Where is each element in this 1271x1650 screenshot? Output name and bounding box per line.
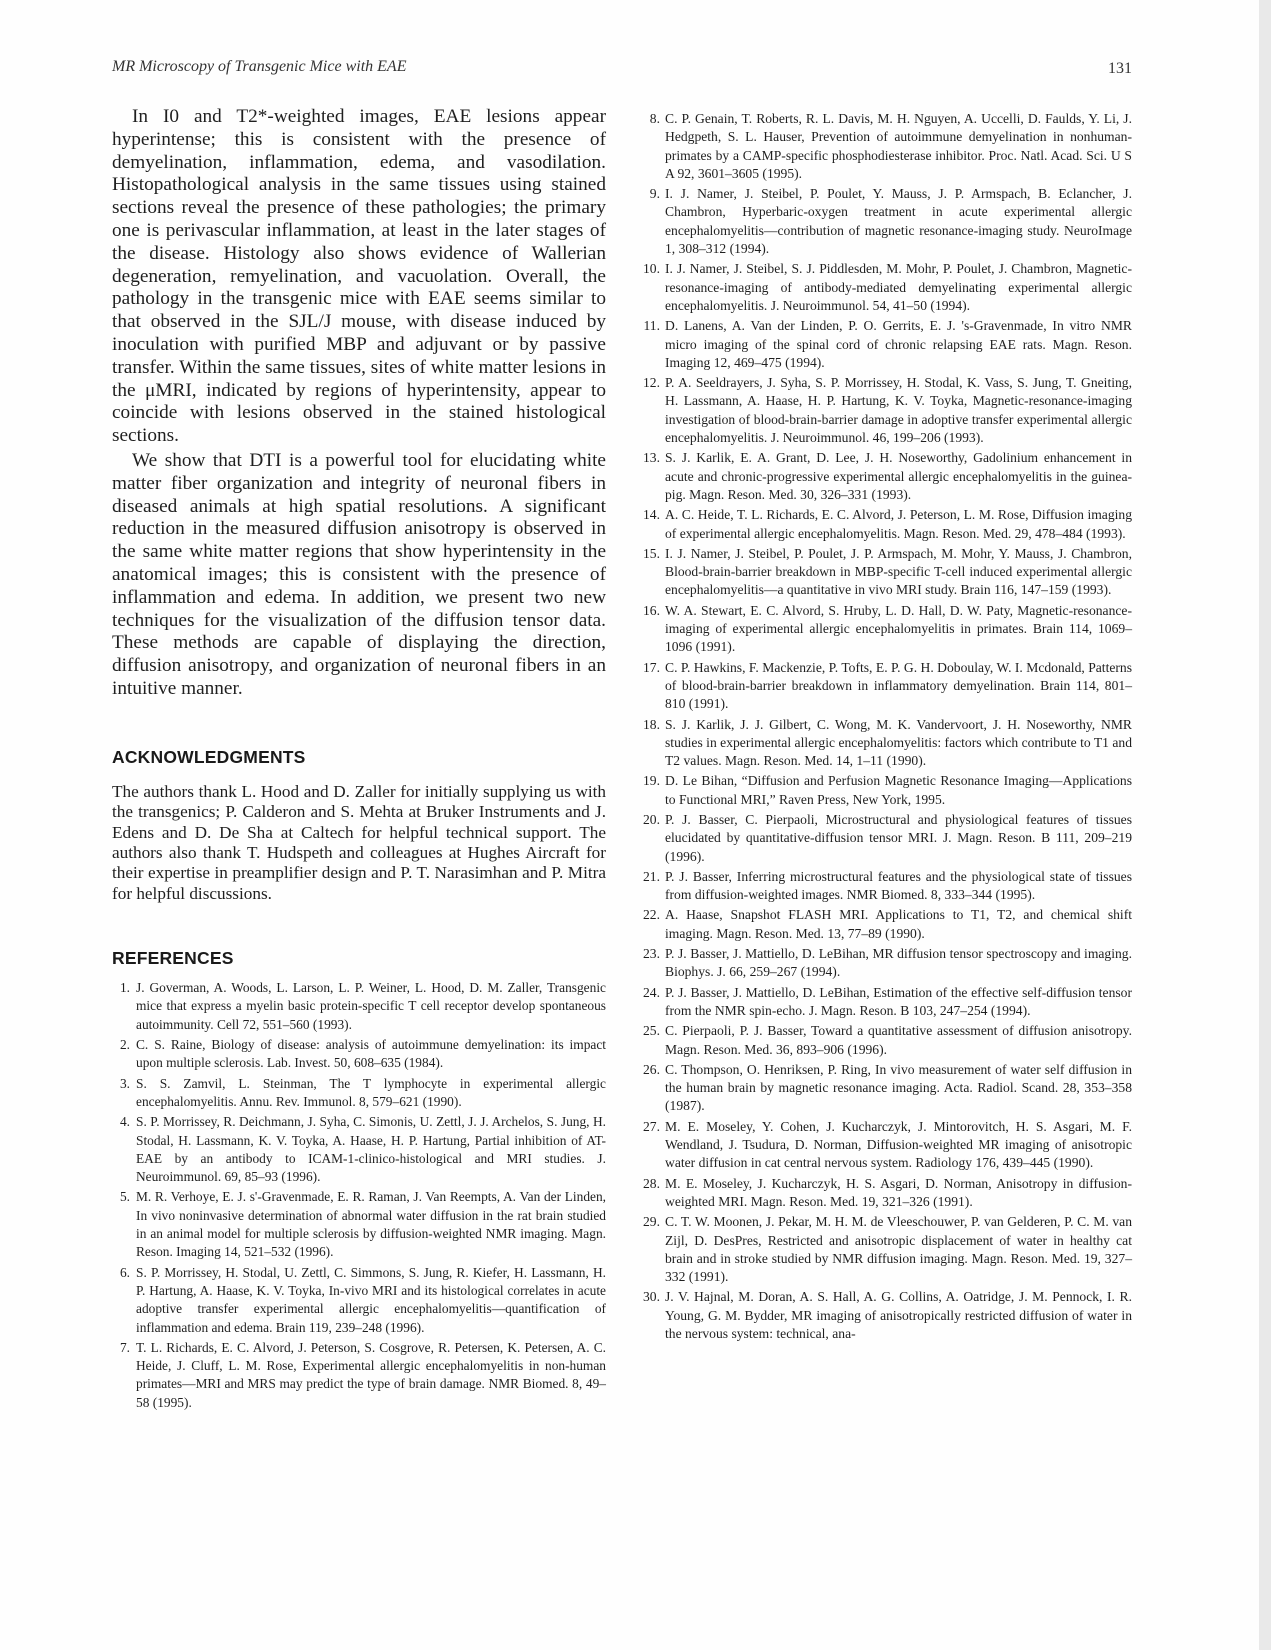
reference-list-right: [638, 110, 1132, 1343]
reference-number: 10.: [643, 261, 660, 277]
reference-text: P. J. Basser, J. Mattiello, D. LeBihan, MR diffusion tensor spectroscopy and imaging. Biophys. J. 66, 259–267 (1994).: [665, 946, 1132, 980]
body-paragraph-1: [112, 106, 606, 448]
reference-number: 18.: [643, 716, 660, 732]
running-title: MR Microscopy of Transgenic Mice with EAE: [112, 58, 407, 75]
reference-item: [112, 1113, 606, 1186]
reference-item: [112, 979, 606, 1034]
reference-text: C. P. Genain, T. Roberts, R. L. Davis, M. H. Nguyen, A. Uccelli, D. Faulds, Y. Li, J. Hedgpeth, S. L. Hauser, Prevention of autoimmune demyelination in nonhuman-primates by a CAMP-specific phosphodiesterase inhibitor. Proc. Natl. Acad. Sci. U S A 92, 3601–3605 (1995).: [665, 111, 1132, 181]
reference-number: 26.: [643, 1061, 660, 1077]
reference-item: [638, 185, 1132, 258]
running-header: [112, 58, 1132, 88]
reference-item: [638, 1213, 1132, 1286]
reference-number: 29.: [643, 1214, 660, 1230]
reference-text: M. E. Moseley, Y. Cohen, J. Kucharczyk, J. Mintorovitch, H. S. Asgari, M. F. Wendland, J. Tsudura, D. Norman, Diffusion-weighted MR imaging of anisotropic water diffusion in cat central nervous system. Radiology 176, 439–445 (1990).: [665, 1118, 1132, 1171]
reference-text: C. Pierpaoli, P. J. Basser, Toward a quantitative assessment of diffusion anisotropy. Magn. Reson. Med. 36, 893–906 (1996).: [665, 1023, 1132, 1057]
body-paragraph-2: [112, 450, 606, 701]
reference-number: 19.: [643, 773, 660, 789]
reference-number: 13.: [643, 450, 660, 466]
reference-number: 30.: [643, 1289, 660, 1305]
reference-number: 12.: [643, 375, 660, 391]
reference-text: A. Haase, Snapshot FLASH MRI. Applications to T1, T2, and chemical shift imaging. Magn. Reson. Med. 13, 77–89 (1990).: [665, 907, 1132, 941]
reference-item: [638, 659, 1132, 714]
reference-text: C. S. Raine, Biology of disease: analysis of autoimmune demyelination: its impact upon multiple sclerosis. Lab. Invest. 50, 608–635 (1984).: [136, 1037, 606, 1071]
reference-text: S. J. Karlik, E. A. Grant, D. Lee, J. H. Noseworthy, Gadolinium enhancement in acute and chronic-progressive experimental allergic encephalomyelitis in the guinea-pig. Magn. Reson. Med. 30, 326–331 (1993).: [665, 450, 1132, 502]
reference-item: [638, 602, 1132, 657]
reference-text: S. P. Morrissey, H. Stodal, U. Zettl, C. Simmons, S. Jung, R. Kiefer, H. Lassmann, H. P. Hartung, A. Haase, K. V. Toyka, In-vivo MRI and its histological correlates in acute adoptive transfer experimental allergic encephalomyelitis—quantification of inflammation and edema. Brain 119, 239–248 (1996).: [136, 1264, 606, 1335]
reference-item: [638, 506, 1132, 543]
reference-text: C. T. W. Moonen, J. Pekar, M. H. M. de Vleeschouwer, P. van Gelderen, P. C. M. van Zijl, D. DesPres, Restricted and anisotropic displacement of water in healthy cat brain and in stroke studied by NMR diffusion imaging. Magn. Reson. Med. 19, 327–332 (1991).: [665, 1214, 1132, 1285]
reference-number: 4.: [119, 1114, 130, 1130]
reference-text: M. E. Moseley, J. Kucharczyk, H. S. Asgari, D. Norman, Anisotropy in diffusion-weighted MRI. Magn. Reson. Med. 19, 321–326 (1991).: [665, 1175, 1132, 1209]
reference-number: 24.: [643, 984, 660, 1000]
reference-item: [112, 1339, 606, 1412]
reference-number: 5.: [119, 1189, 130, 1205]
reference-item: [638, 716, 1132, 771]
reference-number: 21.: [643, 868, 660, 884]
reference-text: S. S. Zamvil, L. Steinman, The T lymphocyte in experimental allergic encephalomyelitis. Annu. Rev. Immunol. 8, 579–621 (1990).: [136, 1075, 606, 1109]
reference-text: I. J. Namer, J. Steibel, P. Poulet, Y. Mauss, J. P. Armspach, B. Eclancher, J. Chambron, Hyperbaric-oxygen treatment in acute experimental allergic encephalomyelitis—contribution of magnetic resonance-imaging study. NeuroImage 1, 308–312 (1994).: [665, 186, 1132, 257]
reference-number: 11.: [643, 318, 660, 334]
reference-text: W. A. Stewart, E. C. Alvord, S. Hruby, L. D. Hall, D. W. Paty, Magnetic-resonance-imaging of experimental allergic encephalomyelitis in primates. Brain 114, 1069–1096 (1991).: [665, 602, 1132, 655]
reference-number: 14.: [643, 507, 660, 523]
reference-item: [638, 545, 1132, 600]
acknowledgments-text: The authors thank L. Hood and D. Zaller for initially supplying us with the transgenics; P. Calderon and S. Mehta at Bruker Instruments and J. Edens and D. De Sha at Caltech for helpful technical support. The authors also thank T. Hudspeth and colleagues at Hughes Aircraft for their expertise in preamplifier design and P. T. Narasimhan and P. Mitra for helpful discussions.: [112, 781, 606, 903]
reference-item: [638, 449, 1132, 504]
body-paragraph-2-text: We show that DTI is a powerful tool for elucidating white matter fiber organization and integrity of neuronal fibers in diseased animals at high spatial resolutions. A significant reduction in the measured diffusion anisotropy is observed in the same white matter regions that show hyperintensity in the anatomical images; this is consistent with the presence of inflammation and edema. In addition, we present two new techniques for the visualization of the diffusion tensor data. These methods are capable of displaying the direction, diffusion anisotropy, and organization of neuronal fibers in an intuitive manner.: [112, 449, 606, 699]
reference-text: J. V. Hajnal, M. Doran, A. S. Hall, A. G. Collins, A. Oatridge, J. M. Pennock, I. R. Young, G. M. Bydder, MR imaging of anisotropically restricted diffusion of water in the nervous system: technical, ana-: [665, 1289, 1132, 1341]
reference-item: [112, 1264, 606, 1337]
reference-number: 6.: [119, 1264, 130, 1280]
reference-text: P. J. Basser, Inferring microstructural features and the physiological state of tissues from diffusion-weighted images. NMR Biomed. 8, 333–344 (1995).: [665, 868, 1132, 903]
reference-item: [638, 945, 1132, 982]
reference-number: 9.: [649, 186, 660, 202]
reference-item: [638, 317, 1132, 372]
scan-edge: [1259, 0, 1271, 1650]
reference-number: 15.: [643, 545, 660, 561]
reference-text: P. J. Basser, J. Mattiello, D. LeBihan, Estimation of the effective self-diffusion tensor from the NMR spin-echo. J. Magn. Reson. B 103, 247–254 (1994).: [665, 984, 1132, 1018]
reference-text: J. Goverman, A. Woods, L. Larson, L. P. Weiner, L. Hood, D. M. Zaller, Transgenic mice that express a myelin basic protein-specific T cell receptor develop spontaneous autoimmunity. Cell 72, 551–560 (1993).: [136, 980, 606, 1032]
reference-text: T. L. Richards, E. C. Alvord, J. Peterson, S. Cosgrove, R. Petersen, K. Petersen, A. C. Heide, J. Cluff, L. M. Rose, Experimental allergic encephalomyelitis in non-human primates—MRI and MRS may predict the type of brain damage. NMR Biomed. 8, 49–58 (1995).: [136, 1339, 606, 1410]
reference-item: [638, 374, 1132, 447]
acknowledgments-heading: ACKNOWLEDGMENTS: [112, 746, 306, 767]
reference-number: 16.: [643, 602, 660, 618]
reference-text: C. P. Hawkins, F. Mackenzie, P. Tofts, E. P. G. H. Doboulay, W. I. Mcdonald, Patterns of blood-brain-barrier breakdown in inflammatory demyelination. Brain 114, 801–810 (1991).: [665, 659, 1132, 712]
reference-item: [638, 1175, 1132, 1212]
reference-item: [638, 868, 1132, 905]
references-heading: REFERENCES: [112, 948, 234, 969]
reference-item: [638, 906, 1132, 943]
reference-text: S. P. Morrissey, R. Deichmann, J. Syha, C. Simonis, U. Zettl, J. J. Archelos, S. Jung, H. Stodal, H. Lassmann, K. V. Toyka, A. Haase, H. P. Hartung, Partial inhibition of AT-EAE by an antibody to ICAM-1-clinico-histological and MRI studies. J. Neuroimmunol. 69, 85–93 (1996).: [136, 1114, 606, 1185]
reference-item: [638, 984, 1132, 1021]
reference-number: 23.: [643, 946, 660, 962]
reference-number: 20.: [643, 811, 660, 827]
reference-number: 3.: [119, 1075, 130, 1091]
reference-text: D. Le Bihan, “Diffusion and Perfusion Magnetic Resonance Imaging—Applications to Functional MRI,” Raven Press, New York, 1995.: [665, 773, 1132, 807]
reference-number: 27.: [643, 1118, 660, 1134]
reference-item: [638, 260, 1132, 315]
reference-text: A. C. Heide, T. L. Richards, E. C. Alvord, J. Peterson, L. M. Rose, Diffusion imaging of experimental allergic encephalomyelitis. Magn. Reson. Med. 29, 478–484 (1993).: [665, 507, 1132, 541]
body-paragraph-1-text: In I0 and T2*-weighted images, EAE lesions appear hyperintense; this is consistent with the presence of demyelination, inflammation, edema, and vasodilation. Histopathological analysis in the same tissues using stained sections reveal the presence of these pathologies; the primary one is perivascular inflammation, at least in the later stages of the disease. Histology also shows evidence of Wallerian degeneration, remyelination, and vacuolation. Overall, the pathology in the transgenic mice with EAE seems similar to that observed in the SJL/J mouse, with disease induced by inoculation with purified MBP and adjuvant or by passive transfer. Within the same tissues, sites of white matter lesions in the μMRI, indicated by regions of hyperintensity, appear to coincide with lesions observed in the stained histological sections.: [112, 106, 606, 447]
reference-number: 28.: [643, 1175, 660, 1191]
reference-item: [638, 1022, 1132, 1059]
page-number: 131: [1108, 60, 1132, 77]
reference-text: D. Lanens, A. Van der Linden, P. O. Gerrits, E. J. 's-Gravenmade, In vitro NMR micro imaging of the spinal cord of chronic relapsing EAE rats. Magn. Reson. Imaging 12, 469–475 (1994).: [665, 318, 1132, 370]
reference-item: [112, 1188, 606, 1261]
left-column: [112, 106, 606, 1414]
right-column: [638, 110, 1132, 1345]
reference-number: 1.: [119, 980, 130, 996]
reference-text: P. J. Basser, C. Pierpaoli, Microstructural and physiological features of tissues elucidated by quantitative-diffusion tensor MRI. J. Magn. Reson. B 111, 209–219 (1996).: [665, 811, 1132, 864]
reference-text: I. J. Namer, J. Steibel, S. J. Piddlesden, M. Mohr, P. Poulet, J. Chambron, Magnetic-resonance-imaging of antibody-mediated demyelinating experimental allergic encephalomyelitis. J. Neuroimmunol. 54, 41–50 (1994).: [665, 261, 1132, 313]
reference-text: S. J. Karlik, J. J. Gilbert, C. Wong, M. K. Vandervoort, J. H. Noseworthy, NMR studies in experimental allergic encephalomyelitis: factors which contribute to T1 and T2 values. Magn. Reson. Med. 14, 1–11 (1990).: [665, 716, 1132, 769]
reference-number: 7.: [119, 1339, 130, 1355]
reference-item: [638, 110, 1132, 183]
reference-number: 2.: [119, 1037, 130, 1053]
reference-item: [638, 1288, 1132, 1343]
reference-number: 8.: [649, 111, 660, 126]
reference-number: 25.: [643, 1023, 660, 1039]
reference-number: 22.: [643, 907, 660, 923]
reference-number: 17.: [643, 659, 660, 675]
reference-item: [112, 1036, 606, 1073]
reference-item: [112, 1075, 606, 1112]
reference-item: [638, 1061, 1132, 1116]
reference-text: I. J. Namer, J. Steibel, P. Poulet, J. P. Armspach, M. Mohr, Y. Mauss, J. Chambron, Blood-brain-barrier breakdown in MBP-specific T-cell induced experimental allergic encephalomyelitis—a quantitative in vivo MRI study. Brain 116, 147–159 (1993).: [665, 545, 1132, 598]
reference-item: [638, 1118, 1132, 1173]
reference-item: [638, 772, 1132, 809]
reference-text: C. Thompson, O. Henriksen, P. Ring, In vivo measurement of water self diffusion in the human brain by magnetic resonance imaging. Acta. Radiol. Scand. 28, 353–358 (1987).: [665, 1061, 1132, 1114]
reference-list-left: [112, 979, 606, 1412]
reference-item: [638, 811, 1132, 866]
reference-text: M. R. Verhoye, E. J. s'-Gravenmade, E. R. Raman, J. Van Reempts, A. Van der Linden, In vivo noninvasive determination of abnormal water diffusion in the rat brain studied in an animal model for multiple sclerosis by diffusion-weighted NMR imaging. Magn. Reson. Imaging 14, 521–532 (1996).: [136, 1189, 606, 1260]
reference-text: P. A. Seeldrayers, J. Syha, S. P. Morrissey, H. Stodal, K. Vass, S. Jung, T. Gneiting, H. Lassmann, A. Haase, H. P. Hartung, K. V. Toyka, Magnetic-resonance-imaging investigation of blood-brain-barrier damage in adoptive transfer experimental allergic encephalomyelitis. J. Neuroimmunol. 46, 199–206 (1993).: [665, 375, 1132, 446]
